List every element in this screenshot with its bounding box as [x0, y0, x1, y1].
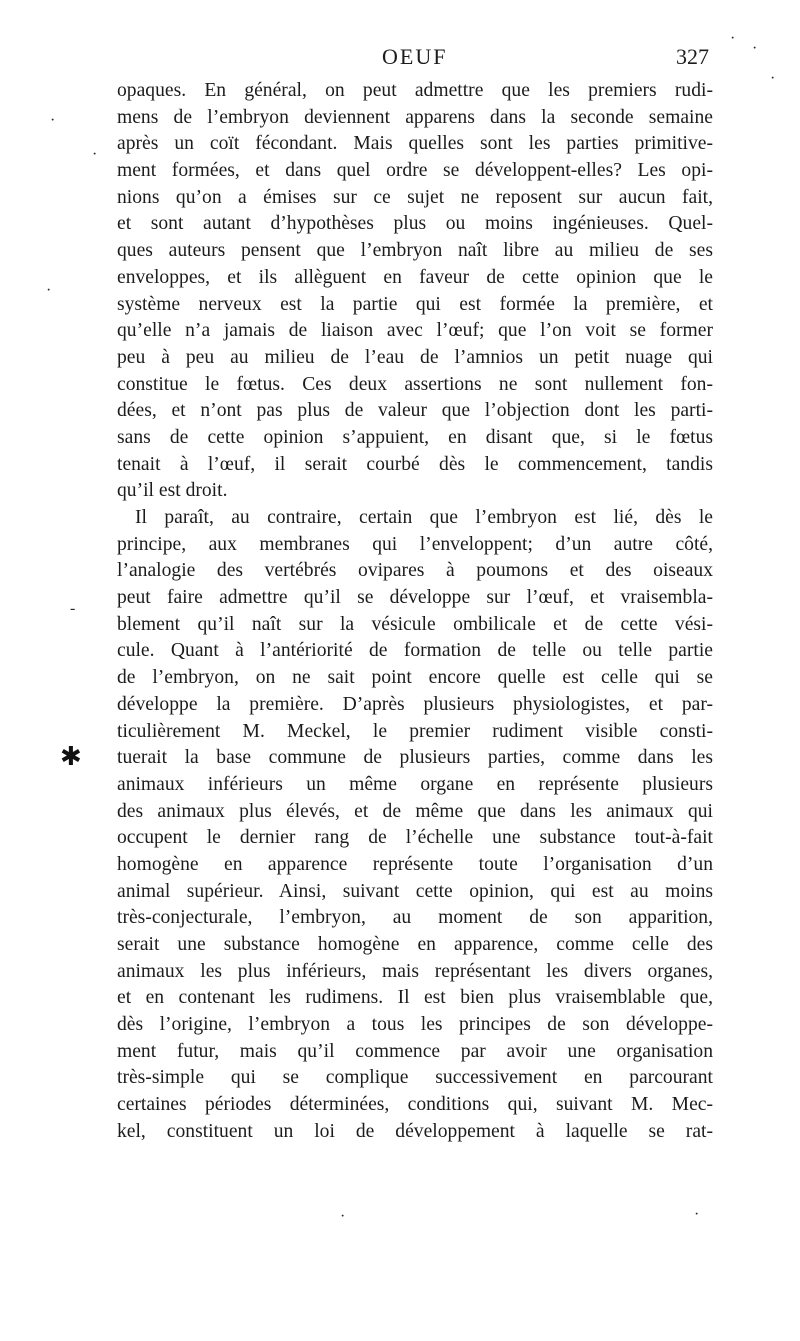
running-head [0, 44, 800, 78]
text-line: tenait à l’œuf, il serait courbé dès le commencement, tandis [117, 453, 713, 475]
text-line: homogène en apparence représente toute l’organisation d’un [117, 853, 713, 875]
text-line: serait une substance homogène en apparence, comme celle des [117, 934, 713, 955]
margin-speck: · [752, 40, 758, 57]
text-line: animaux inférieurs un même organe en représente plusieurs [117, 773, 713, 795]
text-line: et en contenant les rudimens. Il est bien plus vraisemblable que, [117, 987, 713, 1009]
margin-speck: · [694, 1206, 700, 1223]
ink-blot-ornament: ✱ [60, 742, 82, 771]
text-line: blement qu’il naît sur la vésicule ombilicale et de cette vési- [117, 613, 713, 635]
margin-speck: · [92, 146, 98, 163]
text-line: l’analogie des vertébrés ovipares à poumons et des oiseaux [117, 560, 713, 582]
paragraph-1 [117, 78, 713, 505]
text-line: constitue le fœtus. Ces deux assertions ne sont nullement fon- [117, 373, 713, 395]
text-line: ticulièrement M. Meckel, le premier rudiment visible consti- [117, 720, 713, 742]
text-line: ment formées, et dans quel ordre se développent-elles? Les opi- [117, 160, 713, 182]
text-line: qu’elle n’a jamais de liaison avec l’œuf; que l’on voit se former [117, 320, 713, 342]
text-line: après un coït fécondant. Mais quelles sont les parties primitive- [117, 133, 713, 155]
text-line: dées, et n’ont pas plus de valeur que l’objection dont les parti- [117, 400, 713, 422]
text-line: très-simple qui se complique successivement en parcourant [117, 1067, 713, 1089]
margin-speck: - [70, 600, 76, 617]
text-line: tuerait la base commune de plusieurs parties, comme dans les [117, 747, 713, 769]
margin-speck: · [46, 282, 52, 299]
text-line: principe, aux membranes qui l’enveloppent; d’un autre côté, [117, 533, 713, 555]
text-line: certaines périodes déterminées, conditions qui, suivant M. Mec- [117, 1094, 713, 1116]
text-line: kel, constituent un loi de développement à laquelle se rat- [117, 1120, 713, 1142]
text-line: sans de cette opinion s’appuient, en disant que, si le fœtus [117, 426, 713, 448]
text-line: dès l’origine, l’embryon a tous les principes de son développe- [117, 1014, 713, 1036]
running-title: OEUF [382, 44, 448, 69]
text-line: et sont autant d’hypothèses plus ou moins ingénieuses. Quel- [117, 213, 713, 235]
text-line: occupent le dernier rang de l’échelle une substance tout-à-fait [117, 827, 713, 849]
text-line: opaques. En général, on peut admettre que les premiers rudi- [117, 80, 713, 101]
text-line: peut faire admettre qu’il se développe sur l’œuf, et vraisembla- [117, 587, 713, 609]
text-line: de l’embryon, on ne sait point encore quelle est celle qui se [117, 667, 713, 689]
text-line: des animaux plus élevés, et de même que dans les animaux qui [117, 800, 713, 822]
text-line: Il paraît, au contraire, certain que l’embryon est lié, dès le [135, 507, 713, 528]
text-body [117, 78, 713, 1146]
text-line: ment futur, mais qu’il commence par avoir une organisation [117, 1040, 713, 1062]
text-line: développe la première. D’après plusieurs physiologistes, et par- [117, 693, 713, 715]
text-line: enveloppes, et ils allèguent en faveur de cette opinion que le [117, 266, 713, 288]
text-line: qu’il est droit. [117, 480, 228, 502]
text-line: animaux les plus inférieurs, mais représentant les divers organes, [117, 960, 713, 982]
text-line: très-conjecturale, l’embryon, au moment de son apparition, [117, 907, 713, 929]
margin-speck: · [730, 30, 736, 47]
text-line: ques auteurs pensent que l’embryon naît libre au milieu de ses [117, 240, 713, 262]
page-number: 327 [676, 44, 709, 69]
text-line: animal supérieur. Ainsi, suivant cette opinion, qui est au moins [117, 880, 713, 902]
margin-speck: · [770, 70, 776, 87]
paragraph-2 [117, 505, 713, 1146]
text-line: mens de l’embryon deviennent apparens dans la seconde semaine [117, 106, 713, 128]
margin-speck: · [50, 112, 56, 129]
margin-speck: · [340, 1208, 346, 1225]
text-line: peu à peu au milieu de l’eau de l’amnios un petit nuage qui [117, 346, 713, 368]
text-line: système nerveux est la partie qui est formée la première, et [117, 293, 713, 315]
text-line: nions qu’on a émises sur ce sujet ne reposent sur aucun fait, [117, 186, 713, 208]
text-line: cule. Quant à l’antériorité de formation de telle ou telle partie [117, 640, 713, 662]
